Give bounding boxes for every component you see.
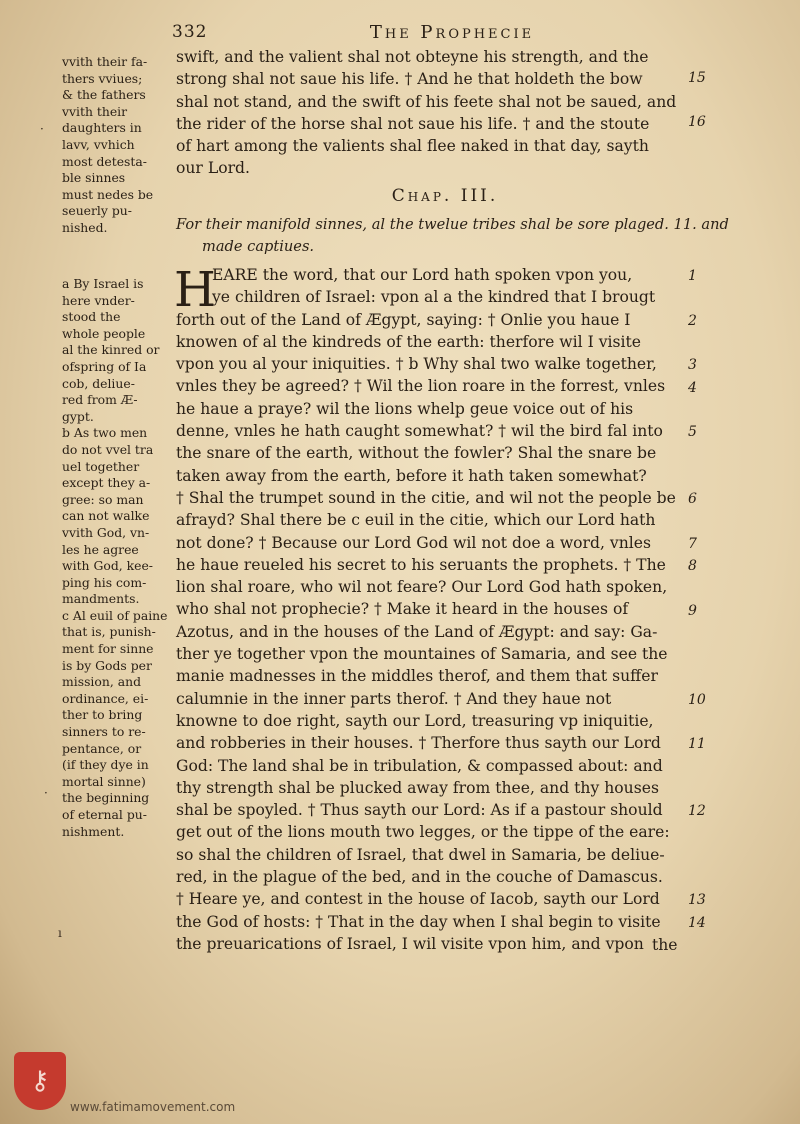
note-line: gree: so man <box>62 491 144 507</box>
note-line: is by Gods per <box>62 657 152 673</box>
text-line: forth out of the Land of Ægypt, saying: † Onlie you haue I <box>176 310 631 329</box>
text-line: red, in the plague of the bed, and in the couche of Damascus. <box>176 868 663 887</box>
note-line: stood the <box>62 309 121 325</box>
verse-number: 2 <box>688 312 697 329</box>
text-line: so shal the children of Israel, that dwel in Samaria, be deliue- <box>176 845 665 864</box>
summary-line: made captiues. <box>202 238 315 255</box>
text-line: the preuarications of Israel, I wil visite vpon him, and vpon <box>176 934 644 953</box>
drop-cap: H <box>174 262 216 318</box>
margin-line: ble sinnes <box>62 170 126 186</box>
text-line: Azotus, and in the houses of the Land of Ægypt: and say: Ga- <box>176 622 658 641</box>
note-line: mission, and <box>62 674 142 690</box>
verse-number: 9 <box>688 602 697 619</box>
text-line: EARE the word, that our Lord hath spoken vpon you, <box>212 266 633 284</box>
note-line: ordinance, ei- <box>62 690 149 706</box>
margin-mark: ı <box>58 926 62 940</box>
text-line: the snare of the earth, without the fowler? Shal the snare be <box>176 444 657 463</box>
margin-line: most detesta- <box>62 153 147 169</box>
page-header <box>172 22 732 48</box>
note-line: vvith God, vn- <box>62 524 150 540</box>
note-line: pentance, or <box>62 740 142 756</box>
note-line: gypt. <box>62 408 94 424</box>
note-line: ment for sinne <box>62 641 154 657</box>
text-line: of hart among the valients shal flee naked in that day, sayth <box>176 137 649 156</box>
text-line: get out of the lions mouth two legges, or the tippe of the eare: <box>176 823 670 842</box>
summary-line: For their manifold sinnes, al the twelue tribes shal be sore plaged. 11. and <box>176 216 729 233</box>
margin-gloss-top <box>62 54 172 237</box>
note-line: ther to bring <box>62 707 143 723</box>
text-line: vnles they be agreed? † Wil the lion roare in the forrest, vnles <box>176 377 666 396</box>
text-line: ye children of Israel: vpon al a the kindred that I brougt <box>212 288 656 307</box>
note-line: mandments. <box>62 591 140 607</box>
text-line: the rider of the horse shal not saue his life. † and the stoute <box>176 114 650 133</box>
margin-line: nished. <box>62 219 108 235</box>
verse-number: 6 <box>688 491 697 507</box>
text-line: † Heare ye, and contest in the house of Iacob, sayth our Lord <box>176 890 660 909</box>
verse-number: 14 <box>688 914 706 931</box>
text-line: the God of hosts: † That in the day when I shal begin to visite <box>176 912 661 931</box>
text-line: and robberies in their houses. † Therfore thus sayth our Lord <box>176 734 661 753</box>
note-line: nishment. <box>62 823 125 839</box>
text-line: vpon you al your iniquities. † b Why shal two walke together, <box>176 355 657 374</box>
note-line: (if they dye in <box>62 757 149 773</box>
note-line: the beginning <box>62 790 150 806</box>
margin-line: daughters in <box>62 120 142 136</box>
note-line: ofspring of Ia <box>62 358 147 374</box>
note-line: c Al euil of paine <box>62 607 168 623</box>
chapter-heading: Chap. III. <box>391 186 499 206</box>
note-line: can not walke <box>62 508 150 524</box>
text-line: our Lord. <box>176 159 250 178</box>
verse-number: 8 <box>688 557 697 574</box>
margin-line: lavv, vvhich <box>62 136 135 152</box>
text-line: manie madnesses in the middles therof, and them that suffer <box>176 667 658 686</box>
note-line: ping his com- <box>62 574 147 590</box>
note-line: uel together <box>62 458 140 474</box>
note-line: whole people <box>62 325 146 341</box>
note-line: mortal sinne) <box>62 773 146 789</box>
verse-number: 1 <box>688 268 697 284</box>
text-line: ther ye together vpon the mountaines of Samaria, and see the <box>176 645 668 664</box>
margin-line: must nedes be <box>62 186 154 202</box>
note-line: of eternal pu- <box>62 807 147 822</box>
note-line: red from Æ- <box>62 392 138 408</box>
note-line: with God, kee- <box>62 558 153 574</box>
text-line: thy strength shal be plucked away from thee, and thy houses <box>176 778 659 797</box>
margin-line: seuerly pu- <box>62 203 132 219</box>
page-number: 332 <box>172 22 208 42</box>
main-text-body <box>176 264 714 955</box>
note-line: except they a- <box>62 475 151 491</box>
text-line: not done? † Because our Lord God wil not doe a word, vnles <box>176 533 651 552</box>
verse-number: 12 <box>688 803 706 820</box>
note-line: cob, deliue- <box>62 375 135 391</box>
running-title: The Prophecie <box>369 22 535 43</box>
margin-notes <box>62 276 172 840</box>
verse-number: 11 <box>688 736 706 753</box>
margin-line: thers vviues; <box>62 70 143 86</box>
text-line: shal not stand, and the swift of his feete shal not be saued, and <box>176 92 677 111</box>
text-line: strong shal not saue his life. † And he that holdeth the bow <box>176 70 643 89</box>
margin-mark: · <box>44 786 48 800</box>
text-line: knowne to doe right, sayth our Lord, treasuring vp iniquitie, <box>176 711 654 730</box>
verse-number: 4 <box>688 379 697 396</box>
papal-keys-icon: ⚷ <box>14 1052 66 1110</box>
note-line: here vnder- <box>62 292 135 308</box>
text-line: † Shal the trumpet sound in the citie, and wil not the people be <box>176 488 676 507</box>
margin-line: & the fathers <box>62 87 146 103</box>
verse-number: 10 <box>688 691 706 708</box>
verse-number: 13 <box>688 892 706 909</box>
text-line: taken away from the earth, before it hath taken somewhat? <box>176 466 647 485</box>
note-line: do not vvel tra <box>62 441 154 457</box>
text-line: he haue reueled his secret to his seruants the prophets. † The <box>176 555 666 574</box>
text-line: swift, and the valient shal not obteyne his strength, and the <box>176 48 649 66</box>
text-line: who shal not prophecie? † Make it heard in the houses of <box>176 600 629 619</box>
text-line: afrayd? Shal there be c euil in the citie, which our Lord hath <box>176 511 656 530</box>
text-line: knowen of al the kindreds of the earth: therfore wil I visite <box>176 332 641 351</box>
verse-number: 15 <box>688 70 706 86</box>
chapter-summary <box>176 214 729 258</box>
note-line: les he agree <box>62 541 139 557</box>
text-line: God: The land shal be in tribulation, & compassed about: and <box>176 756 663 775</box>
text-line: lion shal roare, who wil not feare? Our Lord God hath spoken, <box>176 578 668 597</box>
note-line: that is, punish- <box>62 624 156 640</box>
text-line: shal be spoyled. † Thus sayth our Lord: As if a pastour should <box>176 801 663 820</box>
note-line: al the kinred or <box>62 342 160 358</box>
note-line: sinners to re- <box>62 724 146 740</box>
note-line: b As two men <box>62 425 148 441</box>
text-line: denne, vnles he hath caught somewhat? † wil the bird fal into <box>176 422 663 441</box>
text-line: calumnie in the inner parts therof. † And they haue not <box>176 689 612 708</box>
verse-number: 16 <box>688 114 706 130</box>
margin-mark: · <box>40 122 44 136</box>
catchword: the <box>652 936 678 954</box>
note-line: a By Israel is <box>62 276 144 291</box>
margin-line: vvith their <box>62 103 128 119</box>
verse-number: 3 <box>688 357 697 374</box>
margin-line: vvith their fa- <box>62 54 148 69</box>
main-text-top <box>176 46 714 180</box>
verse-number: 5 <box>688 424 697 441</box>
text-line: he haue a praye? wil the lions whelp geue voice out of his <box>176 399 634 418</box>
watermark-url: www.fatimamovement.com <box>70 1100 236 1114</box>
verse-number: 7 <box>688 535 697 552</box>
